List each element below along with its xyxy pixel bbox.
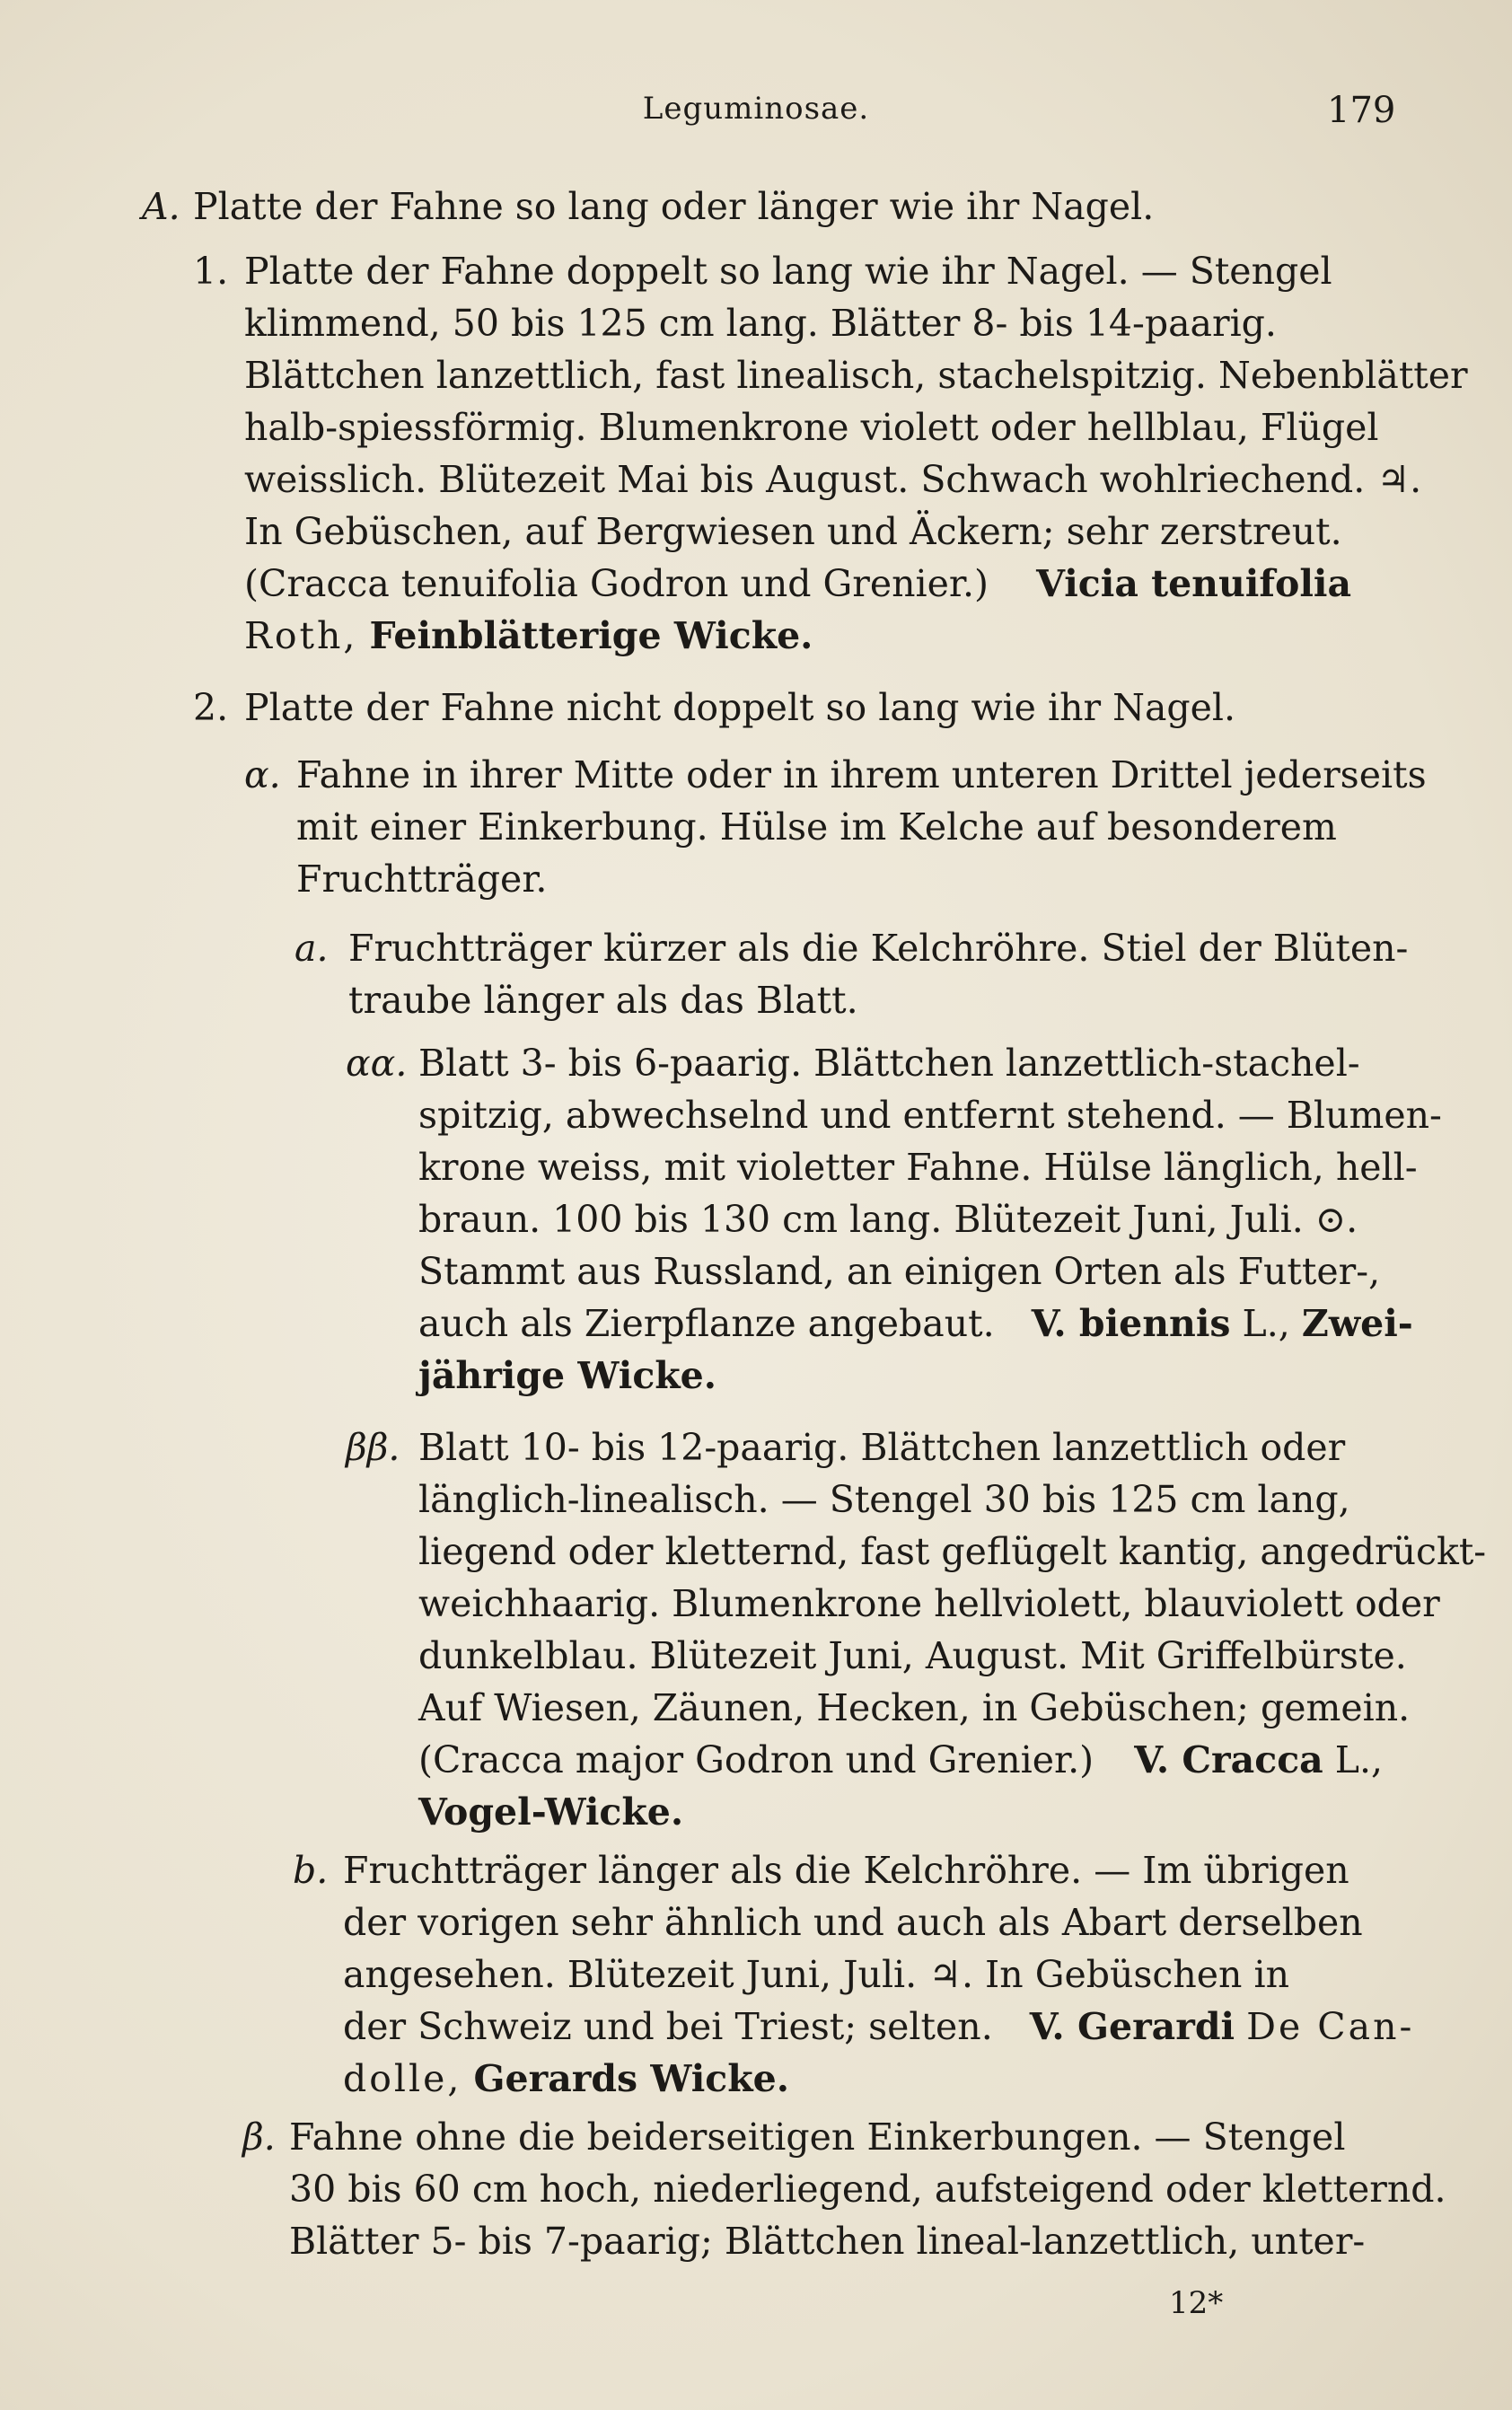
item-b-line-5 — [343, 2057, 790, 2100]
item-1-label: 1. — [193, 250, 229, 293]
item-bb-line-2: länglich-linealisch. — Stengel 30 bis 125 cm lang, — [418, 1478, 1350, 1521]
item-alpha-line-1: Fahne in ihrer Mitte oder in ihrem unteren Drittel jederseits — [296, 753, 1427, 796]
item-beta-line-2: 30 bis 60 cm hoch, niederliegend, aufsteigend oder kletternd. — [289, 2168, 1446, 2211]
item-1-line-3: Blättchen lanzettlich, fast linealisch, stachelspitzig. Nebenblätter — [244, 354, 1468, 397]
item-aa-species-name: V. biennis — [1031, 1302, 1231, 1345]
item-bb-label: ββ. — [346, 1426, 400, 1469]
item-beta-label: β. — [242, 2115, 276, 2159]
item-alpha-line-3: Fruchtträger. — [296, 858, 548, 901]
item-beta-line-1: Fahne ohne die beiderseitigen Einkerbungen. — Stengel — [289, 2115, 1346, 2159]
item-1-common-name: Feinblätterige Wicke. — [369, 614, 813, 657]
item-a-line-2: traube länger als das Blatt. — [348, 979, 858, 1022]
item-1-line-1: Platte der Fahne doppelt so lang wie ihr Nagel. — Stengel — [244, 250, 1332, 293]
item-bb-line-8: Vogel-Wicke. — [418, 1790, 684, 1834]
item-aa-common-name-start: Zwei- — [1301, 1302, 1413, 1345]
item-bb-species-name: V. Cracca — [1134, 1738, 1323, 1781]
item-bb-line-4: weichhaarig. Blumenkrone hellviolett, blauviolett oder — [418, 1582, 1440, 1625]
item-bb-line-5: dunkelblau. Blütezeit Juni, August. Mit Griffelbürste. — [418, 1634, 1407, 1677]
item-bb-synonym: (Cracca major Godron und Grenier.) — [418, 1738, 1094, 1781]
item-1-species-name: Vicia tenuifolia — [1036, 562, 1352, 605]
item-1-line-7 — [244, 562, 1352, 605]
item-b-line-1: Fruchtträger länger als die Kelchröhre. — Im übrigen — [343, 1849, 1349, 1892]
item-b-line-4 — [343, 2005, 1415, 2048]
section-a-label: A. — [142, 185, 180, 228]
item-a-label: a. — [294, 927, 329, 970]
item-1-line-6: In Gebüschen, auf Bergwiesen und Äckern; sehr zerstreut. — [244, 510, 1342, 553]
item-bb-line-3: liegend oder kletternd, fast geflügelt kantig, angedrückt- — [418, 1530, 1487, 1573]
item-b-line-2: der vorigen sehr ähnlich und auch als Abart derselben — [343, 1901, 1363, 1944]
item-bb-line-7 — [418, 1738, 1384, 1781]
item-b-species-name: V. Gerardi — [1029, 2005, 1235, 2048]
item-alpha-line-2: mit einer Einkerbung. Hülse im Kelche auf besonderem — [296, 805, 1337, 849]
running-header-title: Leguminosae. — [642, 91, 870, 127]
item-alpha-label: α. — [244, 753, 281, 796]
section-a-line: Platte der Fahne so lang oder länger wie ihr Nagel. — [193, 185, 1155, 228]
item-2-line-1: Platte der Fahne nicht doppelt so lang wie ihr Nagel. — [244, 686, 1236, 729]
item-a-line-1: Fruchtträger kürzer als die Kelchröhre. Stiel der Blüten- — [348, 927, 1409, 970]
item-b-locality: der Schweiz und bei Triest; selten. — [343, 2005, 993, 2048]
item-aa-line-5: Stammt aus Russland, an einigen Orten als Futter-, — [418, 1250, 1381, 1293]
item-2-label: 2. — [193, 686, 229, 729]
item-aa-cultivation: auch als Zierpflanze angebaut. — [418, 1302, 995, 1345]
item-aa-label: αα. — [346, 1042, 408, 1085]
item-1-line-4: halb-spiessförmig. Blumenkrone violett oder hellblau, Flügel — [244, 406, 1379, 449]
item-beta-line-3: Blätter 5- bis 7-paarig; Blättchen lineal-lanzettlich, unter- — [289, 2220, 1366, 2263]
item-1-line-8 — [244, 614, 813, 657]
signature-mark: 12* — [1169, 2285, 1224, 2321]
item-1-author: Roth, — [244, 614, 358, 657]
item-aa-line-4: braun. 100 bis 130 cm lang. Blütezeit Juni, Juli. ⊙. — [418, 1198, 1358, 1241]
item-aa-line-1: Blatt 3- bis 6-paarig. Blättchen lanzettlich-stachel- — [418, 1042, 1360, 1085]
item-1-line-2: klimmend, 50 bis 125 cm lang. Blätter 8- bis 14-paarig. — [244, 302, 1277, 345]
item-b-common-name: Gerards Wicke. — [473, 2057, 790, 2100]
item-b-author-start: De Can- — [1246, 2005, 1415, 2048]
item-aa-line-7: jährige Wicke. — [418, 1354, 717, 1397]
item-1-line-5: weisslich. Blütezeit Mai bis August. Schwach wohlriechend. ♃. — [244, 458, 1422, 501]
item-1-synonym: (Cracca tenuifolia Godron und Grenier.) — [244, 562, 989, 605]
page-number: 179 — [1327, 90, 1396, 131]
item-aa-line-2: spitzig, abwechselnd und entfernt stehend. — Blumen- — [418, 1094, 1442, 1137]
item-bb-line-6: Auf Wiesen, Zäunen, Hecken, in Gebüschen; gemein. — [418, 1686, 1411, 1729]
item-aa-line-6 — [418, 1302, 1413, 1345]
item-bb-line-1: Blatt 10- bis 12-paarig. Blättchen lanzettlich oder — [418, 1426, 1346, 1469]
item-aa-line-3: krone weiss, mit violetter Fahne. Hülse länglich, hell- — [418, 1146, 1418, 1189]
item-b-author-end: dolle, — [343, 2057, 462, 2100]
item-b-label: b. — [293, 1849, 329, 1892]
item-aa-author: L., — [1242, 1302, 1290, 1345]
item-bb-author: L., — [1334, 1738, 1384, 1781]
item-b-line-3: angesehen. Blütezeit Juni, Juli. ♃. In Gebüschen in — [343, 1953, 1289, 1996]
